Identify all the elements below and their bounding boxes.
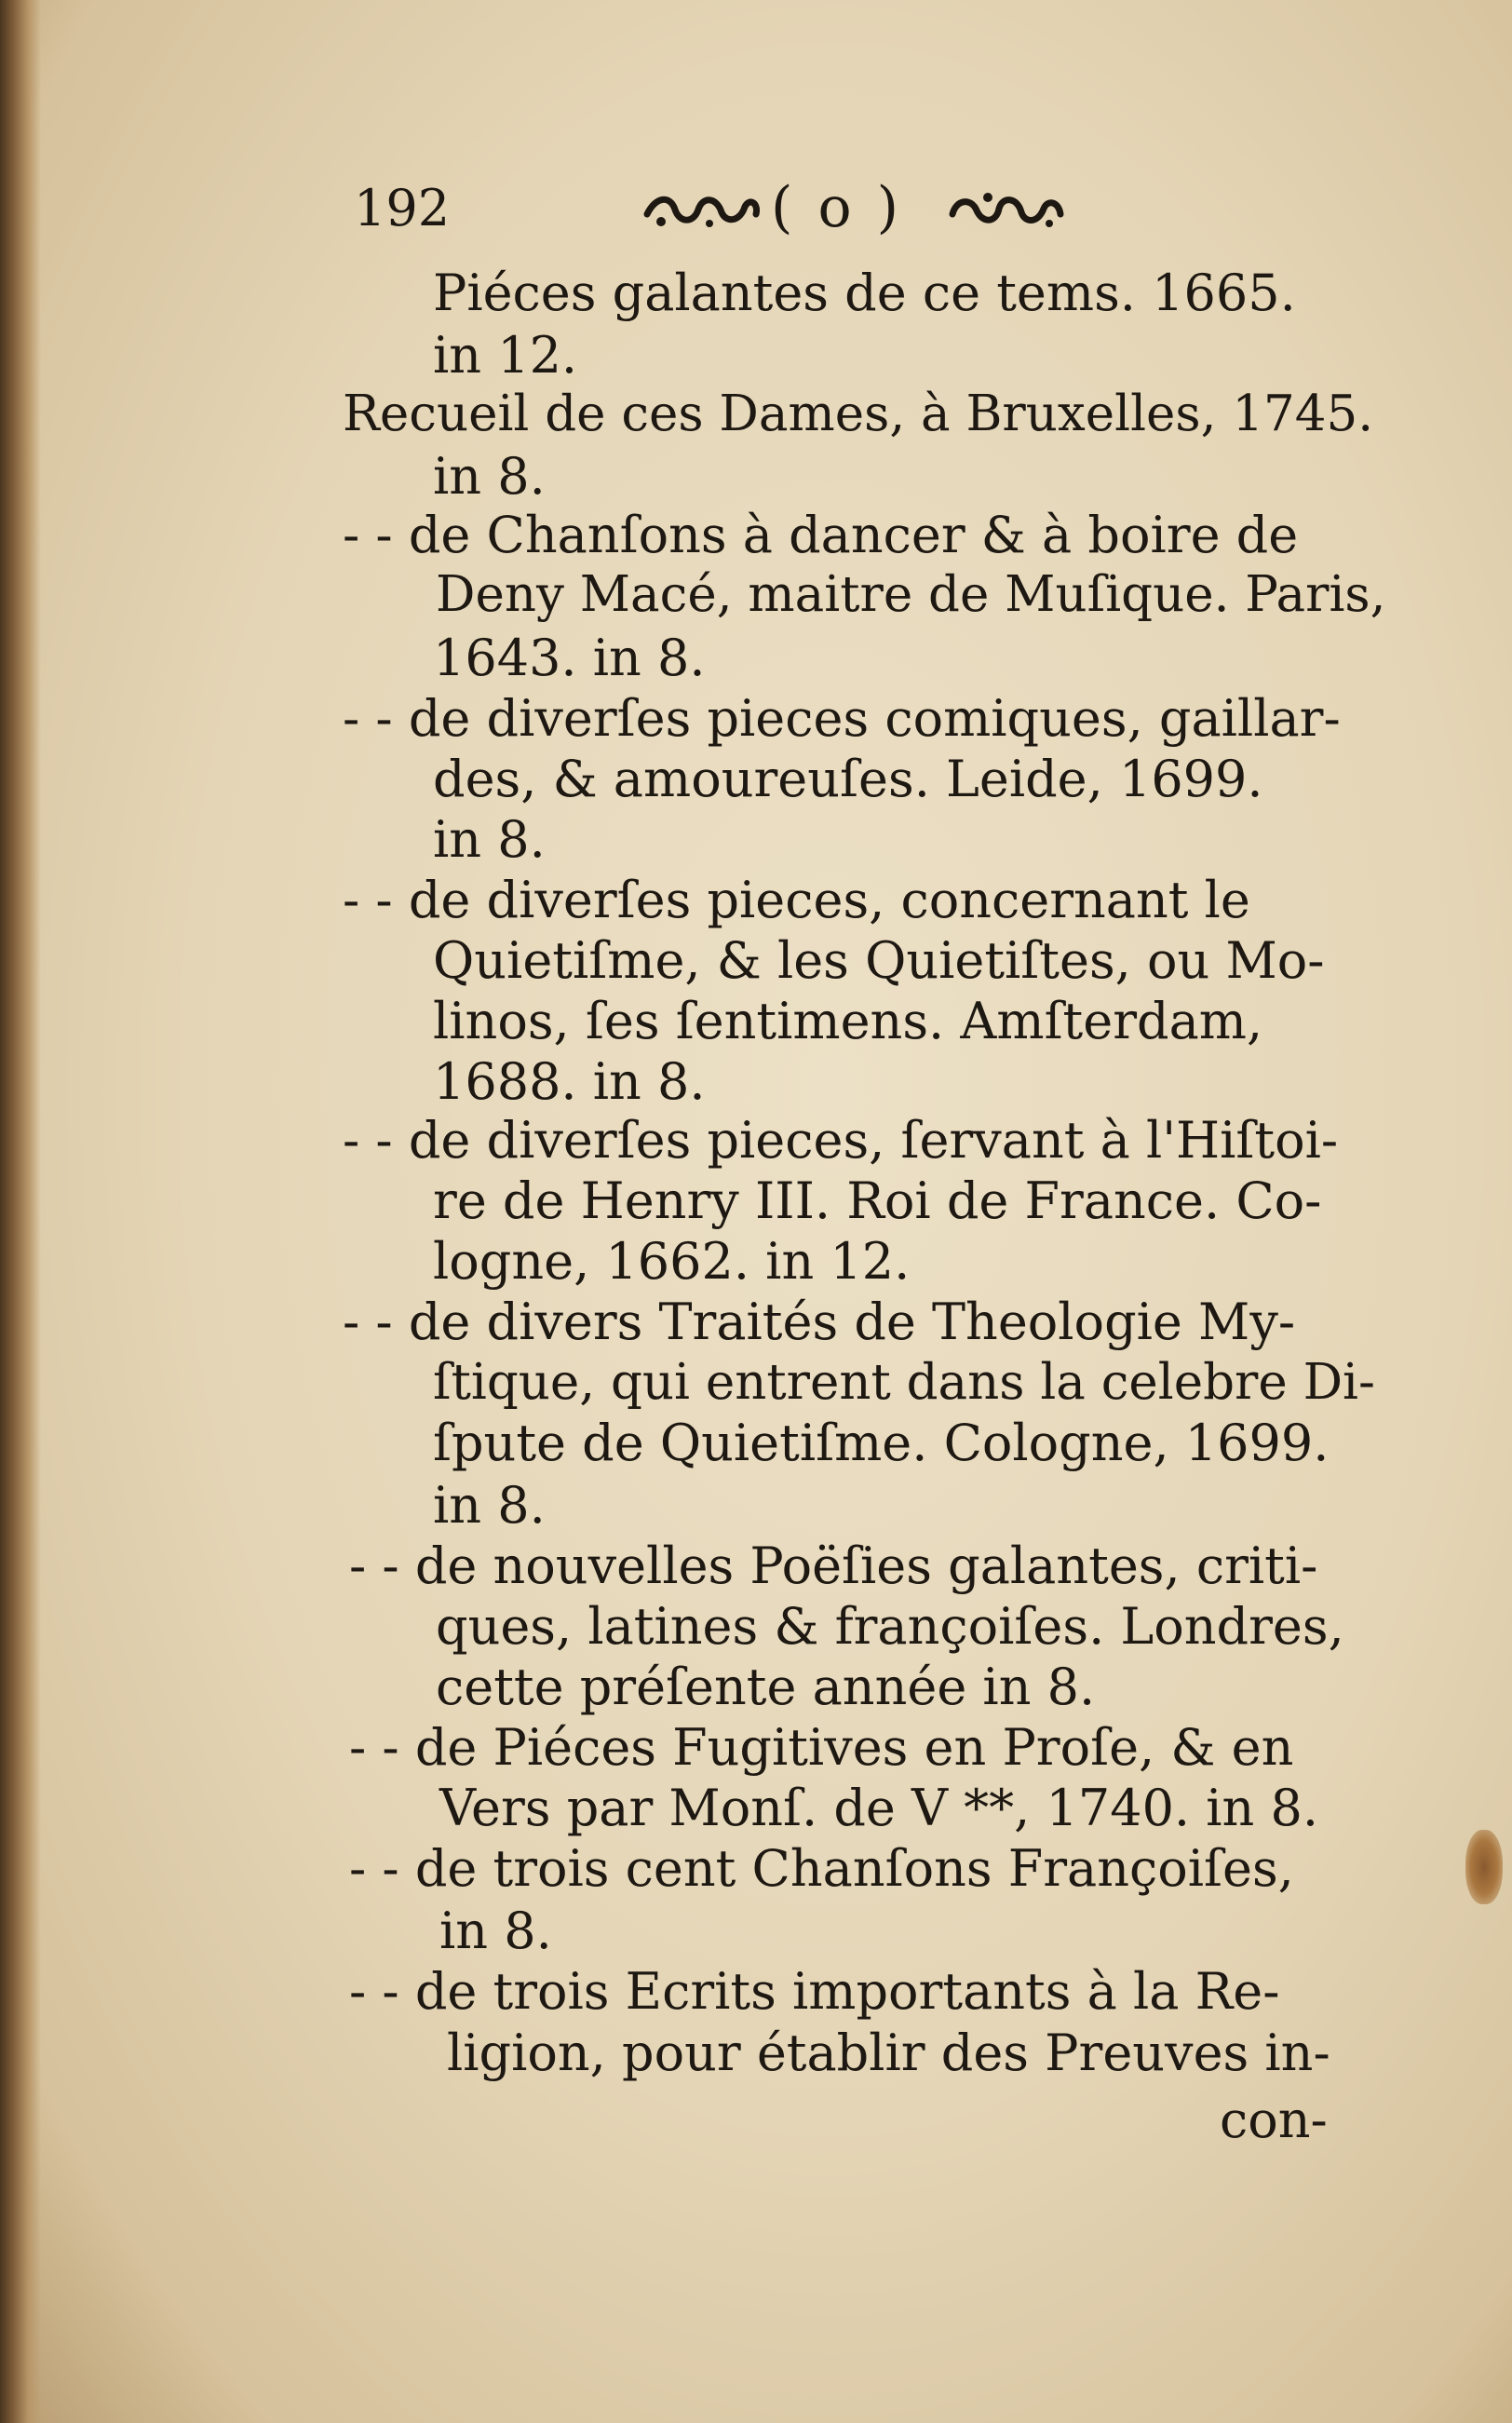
text-line-23: ques, latines & françoiſes. Londres, <box>436 1597 1344 1656</box>
text-line-10: in 8. <box>433 810 546 869</box>
text-line-15: - - de diverſes pieces, ſervant à l'Hiſtoi- <box>343 1111 1339 1170</box>
text-line-6: Deny Macé, maitre de Muſique. Paris, <box>436 566 1386 623</box>
text-line-5: - - de Chanſons à dancer & à boire de <box>343 506 1299 564</box>
text-line-1: Piéces galantes de ce tems. 1665. <box>433 264 1296 322</box>
text-line-29: - - de trois Ecrits importants à la Re- <box>349 1962 1280 2021</box>
ornament-right-icon <box>945 186 1066 233</box>
text-line-26: Vers par Monſ. de V **, 1740. in 8. <box>439 1779 1318 1837</box>
text-line-8: - - de diverſes pieces comiques, gaillar- <box>343 689 1341 748</box>
text-line-9: des, & amoureuſes. Leide, 1699. <box>433 750 1263 808</box>
text-line-25: - - de Piéces Fugitives en Proſe, & en <box>349 1718 1294 1777</box>
text-line-11: - - de diverſes pieces, concernant le <box>343 871 1250 929</box>
text-line-21: in 8. <box>433 1476 546 1535</box>
book-spine-shadow <box>0 0 41 2423</box>
text-line-27: - - de trois cent Chanſons Françoiſes, <box>349 1839 1294 1898</box>
catchword: con- <box>1220 2091 1328 2149</box>
text-line-14: 1688. in 8. <box>433 1052 706 1111</box>
ornament-left-icon <box>642 186 763 233</box>
text-line-22: - - de nouvelles Poëſies galantes, criti- <box>349 1536 1318 1595</box>
text-line-18: - - de divers Traités de Theologie My- <box>343 1293 1296 1351</box>
text-line-3: Recueil de ces Dames, à Bruxelles, 1745. <box>343 386 1374 442</box>
text-line-7: 1643. in 8. <box>433 629 706 687</box>
text-line-2: in 12. <box>433 326 578 385</box>
paper-stain <box>1465 1830 1503 1904</box>
text-line-28: in 8. <box>439 1902 552 1960</box>
text-line-30: ligion, pour établir des Preuves in- <box>447 2024 1330 2082</box>
text-line-4: in 8. <box>433 447 546 506</box>
page-number: 192 <box>354 179 451 237</box>
text-line-12: Quietiſme, & les Quietiſtes, ou Mo- <box>433 931 1325 990</box>
signature-mark: ( o ) <box>771 175 903 240</box>
text-line-17: logne, 1662. in 12. <box>433 1232 911 1291</box>
text-line-20: ſpute de Quietiſme. Cologne, 1699. <box>433 1414 1330 1472</box>
text-line-13: linos, ſes ſentimens. Amſterdam, <box>433 992 1263 1050</box>
text-line-24: cette préſente année in 8. <box>436 1658 1096 1716</box>
text-line-19: ſtique, qui entrent dans la celebre Di- <box>433 1354 1375 1411</box>
page-header <box>354 175 1378 244</box>
text-line-16: re de Henry III. Roi de France. Co- <box>433 1171 1322 1230</box>
